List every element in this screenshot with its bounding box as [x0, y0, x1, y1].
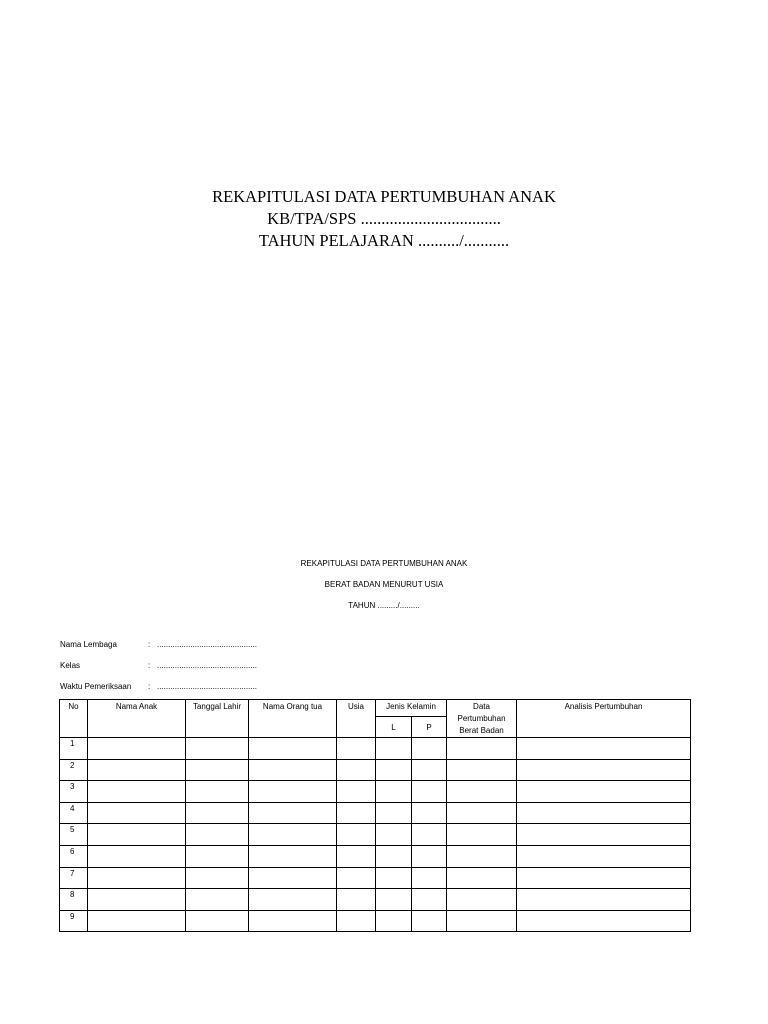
- table-cell[interactable]: [376, 867, 412, 889]
- table-cell[interactable]: [517, 910, 691, 932]
- table-cell[interactable]: [337, 889, 376, 911]
- row-number: 5: [60, 824, 88, 846]
- cover-title-block: [0, 186, 768, 252]
- table-cell[interactable]: [186, 910, 249, 932]
- form-subtitle: BERAT BADAN MENURUT USIA: [324, 580, 444, 589]
- table-row: [60, 781, 691, 803]
- table-cell[interactable]: [337, 781, 376, 803]
- table-cell[interactable]: [376, 781, 412, 803]
- table-cell[interactable]: [376, 738, 412, 760]
- table-cell[interactable]: [88, 845, 186, 867]
- table-cell[interactable]: [186, 802, 249, 824]
- field-value[interactable]: .............................................: [157, 661, 258, 670]
- table-cell[interactable]: [88, 867, 186, 889]
- table-cell[interactable]: [249, 781, 337, 803]
- table-cell[interactable]: [412, 759, 447, 781]
- field-colon: :: [148, 682, 151, 691]
- field-waktu-pemeriksaan: [60, 682, 257, 691]
- table-cell[interactable]: [249, 802, 337, 824]
- row-number: 6: [60, 845, 88, 867]
- form-title: REKAPITULASI DATA PERTUMBUHAN ANAK: [300, 559, 468, 568]
- table-cell[interactable]: [337, 824, 376, 846]
- table-cell[interactable]: [186, 845, 249, 867]
- table-cell[interactable]: [517, 889, 691, 911]
- table-cell[interactable]: [447, 759, 517, 781]
- table-cell[interactable]: [186, 781, 249, 803]
- field-value[interactable]: .............................................: [157, 640, 258, 649]
- growth-table: [59, 699, 691, 932]
- header-data-line: Data: [473, 702, 490, 711]
- field-label: Kelas: [60, 661, 81, 670]
- table-cell[interactable]: [337, 802, 376, 824]
- row-number: 7: [60, 867, 88, 889]
- table-cell[interactable]: [517, 738, 691, 760]
- form-year: TAHUN ........./.........: [348, 601, 420, 610]
- table-cell[interactable]: [186, 759, 249, 781]
- field-label: Nama Lembaga: [60, 640, 117, 649]
- table-cell[interactable]: [249, 889, 337, 911]
- table-cell[interactable]: [88, 759, 186, 781]
- table-cell[interactable]: [337, 759, 376, 781]
- header-nama-anak: Nama Anak: [88, 700, 186, 738]
- row-number: 9: [60, 910, 88, 932]
- table-cell[interactable]: [412, 802, 447, 824]
- table-cell[interactable]: [412, 781, 447, 803]
- table-cell[interactable]: [337, 738, 376, 760]
- field-label: Waktu Pemeriksaan: [60, 682, 132, 691]
- table-cell[interactable]: [412, 867, 447, 889]
- table-cell[interactable]: [517, 759, 691, 781]
- table-cell[interactable]: [376, 845, 412, 867]
- table-cell[interactable]: [517, 867, 691, 889]
- table-cell[interactable]: [376, 759, 412, 781]
- row-number: 1: [60, 738, 88, 760]
- table-cell[interactable]: [376, 889, 412, 911]
- table-cell[interactable]: [186, 867, 249, 889]
- table-cell[interactable]: [337, 867, 376, 889]
- table-cell[interactable]: [412, 824, 447, 846]
- table-row: [60, 910, 691, 932]
- table-cell[interactable]: [447, 867, 517, 889]
- table-cell[interactable]: [337, 910, 376, 932]
- header-data-line: Berat Badan: [459, 726, 504, 735]
- table-cell[interactable]: [412, 910, 447, 932]
- table-cell[interactable]: [186, 738, 249, 760]
- table-cell[interactable]: [517, 781, 691, 803]
- table-cell[interactable]: [337, 845, 376, 867]
- header-data-line: Pertumbuhan: [457, 714, 506, 723]
- field-kelas: [60, 661, 257, 670]
- field-colon: :: [148, 640, 151, 649]
- table-row: [60, 867, 691, 889]
- table-row: [60, 824, 691, 846]
- table-cell[interactable]: [447, 845, 517, 867]
- table-cell[interactable]: [88, 781, 186, 803]
- header-gender-p: P: [412, 716, 447, 737]
- table-cell[interactable]: [412, 845, 447, 867]
- cover-title: REKAPITULASI DATA PERTUMBUHAN ANAK: [212, 187, 556, 206]
- cover-institution: KB/TPA/SPS ..................................: [267, 209, 501, 228]
- table-cell[interactable]: [88, 738, 186, 760]
- table-cell[interactable]: [447, 824, 517, 846]
- row-number: 4: [60, 802, 88, 824]
- table-cell[interactable]: [447, 910, 517, 932]
- table-cell[interactable]: [249, 845, 337, 867]
- table-cell[interactable]: [88, 889, 186, 911]
- table-cell[interactable]: [88, 824, 186, 846]
- header-gender-l: L: [376, 716, 412, 737]
- table-cell[interactable]: [88, 910, 186, 932]
- table-row: [60, 738, 691, 760]
- table-cell[interactable]: [376, 802, 412, 824]
- header-no: No: [60, 700, 88, 738]
- table-row: [60, 889, 691, 911]
- table-row: [60, 759, 691, 781]
- table-cell[interactable]: [186, 824, 249, 846]
- table-row: [60, 802, 691, 824]
- table-cell[interactable]: [186, 889, 249, 911]
- row-number: 2: [60, 759, 88, 781]
- field-nama-lembaga: [60, 640, 257, 649]
- table-cell[interactable]: [447, 738, 517, 760]
- header-jenis-kelamin: Jenis Kelamin: [376, 700, 447, 717]
- field-colon: :: [148, 661, 151, 670]
- table-row: [60, 845, 691, 867]
- header-nama-orang-tua: Nama Orang tua: [249, 700, 337, 738]
- table-cell[interactable]: [447, 889, 517, 911]
- table-cell[interactable]: [376, 910, 412, 932]
- header-usia: Usia: [337, 700, 376, 738]
- row-number: 3: [60, 781, 88, 803]
- table-cell[interactable]: [376, 824, 412, 846]
- table-cell[interactable]: [412, 889, 447, 911]
- table-cell[interactable]: [517, 824, 691, 846]
- table-cell[interactable]: [412, 738, 447, 760]
- table-cell[interactable]: [88, 802, 186, 824]
- table-cell[interactable]: [517, 802, 691, 824]
- table-cell[interactable]: [249, 738, 337, 760]
- header-data-pertumbuhan: [447, 700, 517, 738]
- table-cell[interactable]: [249, 867, 337, 889]
- table-cell[interactable]: [517, 845, 691, 867]
- field-value[interactable]: .............................................: [157, 682, 258, 691]
- table-cell[interactable]: [447, 802, 517, 824]
- header-tanggal-lahir: Tanggal Lahir: [186, 700, 249, 738]
- header-analisis-pertumbuhan: Analisis Pertumbuhan: [517, 700, 691, 738]
- table-cell[interactable]: [249, 824, 337, 846]
- table-cell[interactable]: [447, 781, 517, 803]
- table-cell[interactable]: [249, 759, 337, 781]
- row-number: 8: [60, 889, 88, 911]
- table-cell[interactable]: [249, 910, 337, 932]
- cover-academic-year: TAHUN PELAJARAN ........../...........: [258, 231, 510, 250]
